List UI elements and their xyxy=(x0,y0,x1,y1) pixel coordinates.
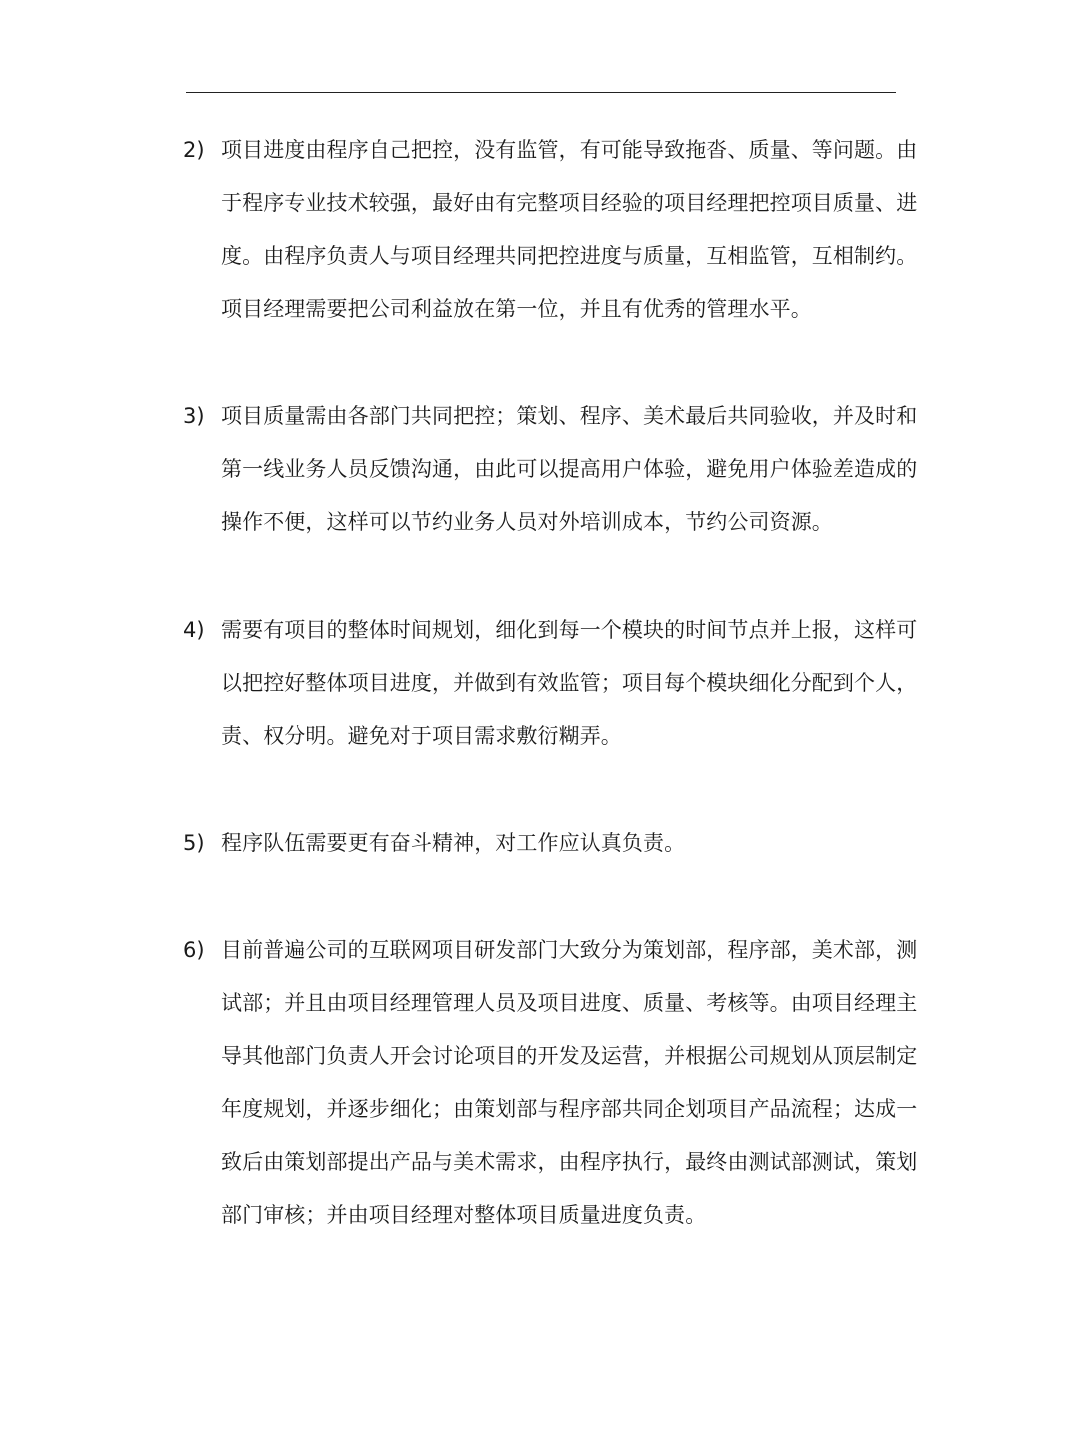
item-number: 5) xyxy=(183,831,205,855)
item-text-line: 第一线业务人员反馈沟通，由此可以提高用户体验，避免用户体验差造成的 xyxy=(221,457,918,481)
list-item xyxy=(183,124,918,336)
header-divider xyxy=(186,92,896,93)
list-item xyxy=(183,817,898,870)
item-text-line: 导其他部门负责人开会讨论项目的开发及运营，并根据公司规划从顶层制定 xyxy=(221,1044,918,1068)
item-text-line: 操作不便，这样可以节约业务人员对外培训成本，节约公司资源。 xyxy=(221,510,833,534)
item-text-line: 项目质量需由各部门共同把控；策划、程序、美术最后共同验收，并及时和 xyxy=(221,404,918,428)
list-item xyxy=(183,390,918,549)
item-text-line: 项目进度由程序自己把控，没有监管，有可能导致拖沓、质量、等问题。由 xyxy=(221,138,918,162)
item-text-line: 试部；并且由项目经理管理人员及项目进度、质量、考核等。由项目经理主 xyxy=(221,991,918,1015)
item-text-line: 项目经理需要把公司利益放在第一位，并且有优秀的管理水平。 xyxy=(221,297,812,321)
item-number: 3) xyxy=(183,404,205,428)
item-text-line: 责、权分明。避免对于项目需求敷衍糊弄。 xyxy=(221,724,622,748)
item-text-line: 于程序专业技术较强，最好由有完整项目经验的项目经理把控项目质量、进 xyxy=(221,191,918,215)
item-number: 2) xyxy=(183,138,205,162)
item-text-line: 程序队伍需要更有奋斗精神，对工作应认真负责。 xyxy=(221,831,686,855)
item-text-line: 度。由程序负责人与项目经理共同把控进度与质量，互相监管，互相制约。 xyxy=(221,244,918,268)
item-number: 4) xyxy=(183,618,205,642)
item-text-line: 需要有项目的整体时间规划，细化到每一个模块的时间节点并上报，这样可 xyxy=(221,618,918,642)
item-text-line: 以把控好整体项目进度，并做到有效监管；项目每个模块细化分配到个人， xyxy=(221,671,918,695)
item-text-line: 年度规划，并逐步细化；由策划部与程序部共同企划项目产品流程；达成一 xyxy=(221,1097,918,1121)
item-text-line: 目前普遍公司的互联网项目研发部门大致分为策划部，程序部，美术部，测 xyxy=(221,938,918,962)
list-item xyxy=(183,924,918,1242)
item-text-line: 致后由策划部提出产品与美术需求，由程序执行，最终由测试部测试，策划 xyxy=(221,1150,918,1174)
item-text-line: 部门审核；并由项目经理对整体项目质量进度负责。 xyxy=(221,1203,707,1227)
item-number: 6) xyxy=(183,938,205,962)
list-item xyxy=(183,604,918,763)
